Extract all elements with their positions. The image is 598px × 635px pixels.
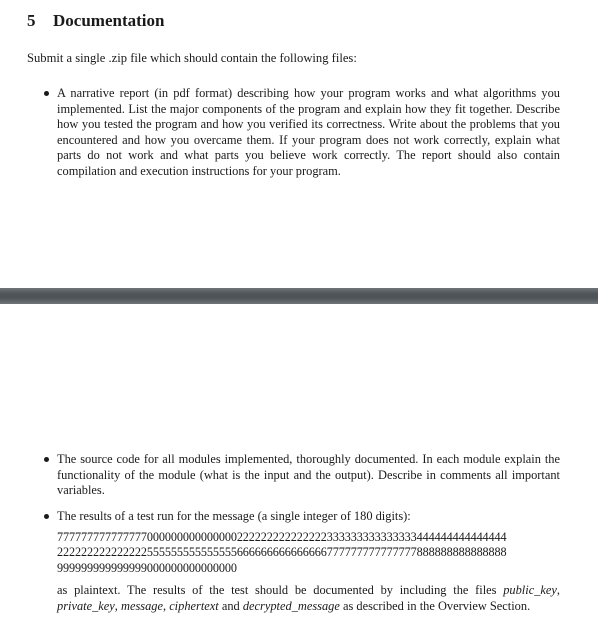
page-top [0,0,598,288]
file-private-key: private_key [57,598,115,613]
bullet-dot [44,457,49,462]
intro-text: Submit a single .zip file which should contain the following files: [27,51,357,65]
page-break-divider [0,288,598,304]
page-bottom [0,304,598,635]
digits-line-1: 777777777777777000000000000000222222222222222333333333333333444444444444444 [57,529,507,544]
message-digits [57,530,560,577]
bullet-test-results [57,509,560,615]
section-number: 5 [27,11,36,30]
bullet-source-text: The source code for all modules implemented, thoroughly documented. In each module explain the functionality of the module (what is the input and the output). Describe in comments all important variables. [57,452,560,498]
plaintext-post: as described in the Overview Section. [342,598,531,613]
file-ciphertext: ciphertext [169,598,219,613]
plaintext-paragraph: as plaintext. The results of the test should be documented by including the files public_key, private_key, message, ciphertext and decrypted_message as described in the Overview Section. [57,583,560,613]
bullet-report-text: A narrative report (in pdf format) describing how your program works and what algorithms you implemented. List the major components of the program and explain how they fit together. Describe how you tested the program and how you verified its correctness. Write about the problems that you encountered and how you overcame them. If your program does not work correctly, explain what parts do not work and what parts you believe work correctly. The report should also contain compilation and execution instructions for your program. [57,86,560,178]
digits-line-3: 999999999999999000000000000000 [57,560,237,575]
and-word: and [221,598,240,613]
file-message: message [121,598,163,613]
results-intro: The results of a test run for the message (a single integer of 180 digits): [57,509,411,523]
file-public-key: public_key [503,583,557,598]
bullet-source-code [57,452,560,499]
bullet-report [57,86,560,180]
digits-line-2: 222222222222222555555555555555666666666666666777777777777777888888888888888 [57,545,507,560]
bullet-dot [44,514,49,519]
bullet-dot [44,91,49,96]
section-title: Documentation [53,11,165,30]
file-decrypted-message: decrypted_message [242,598,340,613]
section-heading [27,11,164,31]
plaintext-pre: as plaintext. The results of the test should be documented by including the files [57,583,497,598]
